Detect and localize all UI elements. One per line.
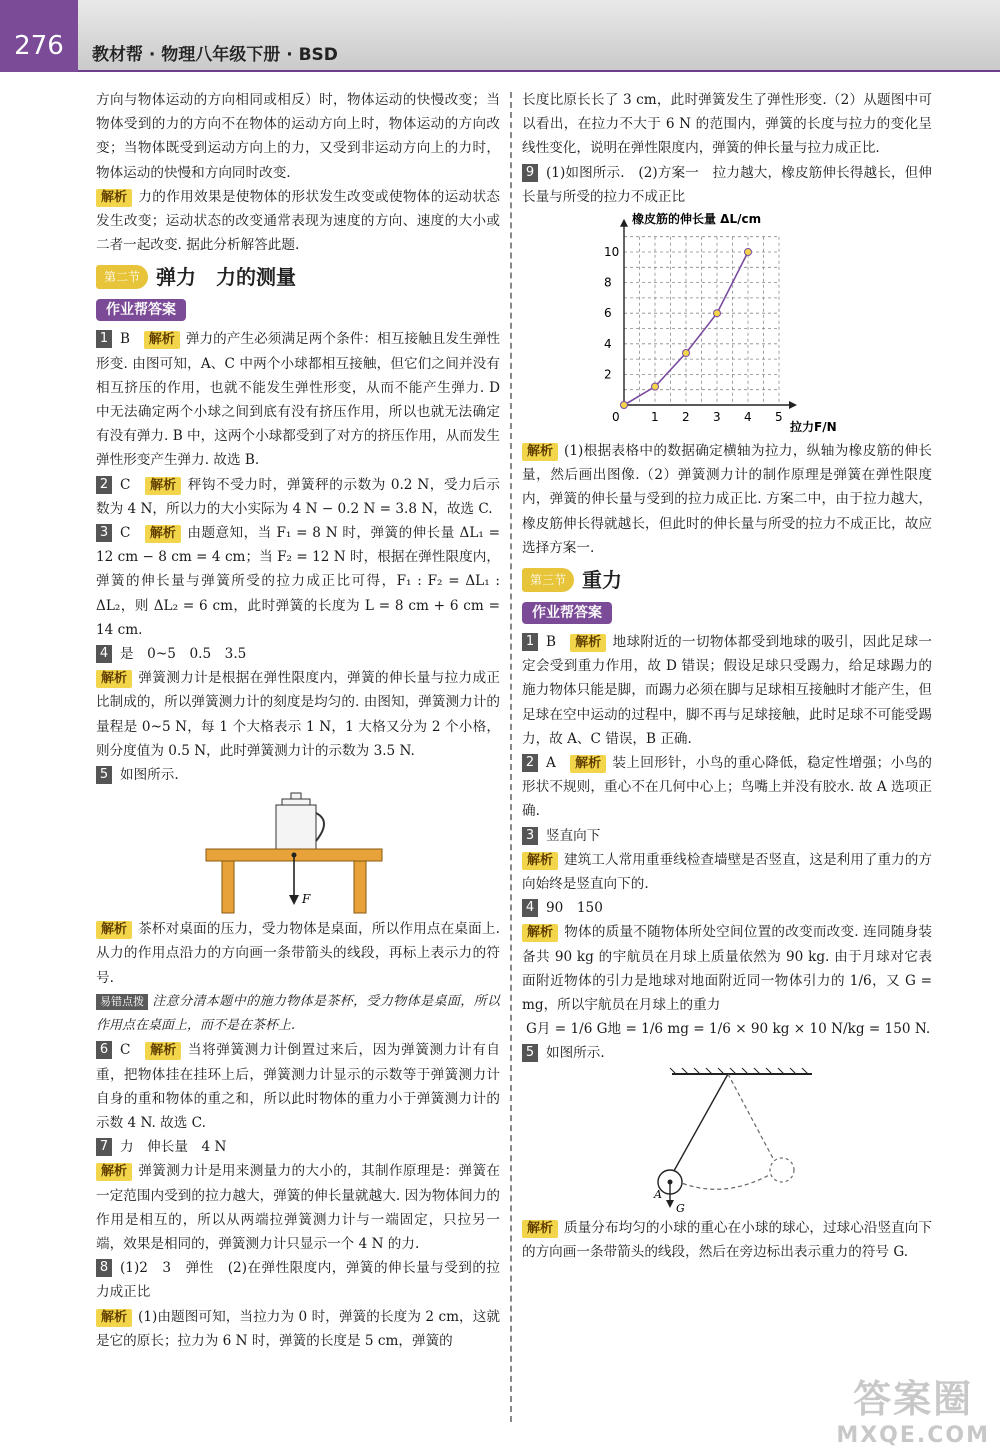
answers-label: 作业帮答案 [522, 602, 612, 624]
question-9: 9 (1)如图所示. (2)方案一 拉力越大，橡皮筋伸长得越长，但伸长量与所受的拉力不成正比 [522, 164, 932, 205]
point-a-label: A [654, 1187, 662, 1201]
section-elasticity [96, 263, 500, 291]
question-4: 4 是 0~5 0.5 3.5 [96, 642, 500, 666]
question-1: 1 B 解析 弹力的产生必须满足两个条件：相互接触且发生弹性形变. 由图可知，A、C 中两个小球都相互接触，但它们之间并没有相互挤压的作用，也就不能发生弹性形变，从而不能产生弹力. D 中无法确定两个小球之间到底有没有挤压作用，所以也就无法确定有没有弹力. B 中，这两个小球都受到了对方的挤压作用，从而发生弹性形变产生弹力. 故选 B. [96, 331, 501, 469]
intro-analysis: 解析 力的作用效果是使物体的形状发生改变或使物体的运动状态发生改变；运动状态的改变通常表现为速度的方向、速度的大小或二者一起改变. 据此分析解答此题. [96, 188, 500, 254]
section-badge: 第二节 [96, 265, 148, 289]
data-point [652, 383, 659, 390]
question-7-analysis: 解析 弹簧测力计是用来测量力的大小的，其制作原理是：弹簧在一定范围内受到的拉力越大，弹簧的伸长量就越大. 因为物体间力的作用是相互的，所以从两端拉弹簧测力计与一端固定，只拉另一端，效果是相同的，弹簧测力计只显示一个 4 N 的力. [96, 1163, 500, 1252]
gravity-question-5-analysis: 解析 质量分布均匀的小球的重心在小球的球心，过球心沿竖直向下的方向画一条带箭头的线段，然后在旁边标出表示重力的符号 G. [522, 1219, 932, 1260]
question-5-note: 易错点拨 注意分清本题中的施力物体是茶杯，受力物体是桌面，所以作用点在桌面上，而不是在茶杯上. [96, 993, 500, 1034]
header-rule [78, 70, 1000, 72]
gravity-question-1: 1 B 解析 地球附近的一切物体都受到地球的吸引，因此足球一定会受到重力作用，故 D 错误；假设足球只受踢力，给足球踢力的施力物体只能是脚，而踢力必须在脚与足球相互接触时才能产生，但足球在空中运动的过程中，脚不再与足球接触，此时足球不可能受踢力，故 A、C 错误，B 正确. [522, 634, 933, 747]
section-gravity [522, 566, 932, 594]
string-dashed [728, 1074, 776, 1164]
swing-path [670, 1170, 778, 1189]
gravity-label: G [676, 1201, 685, 1215]
pendulum-figure [522, 1066, 932, 1216]
string [670, 1074, 728, 1178]
table-cup-figure [96, 787, 500, 917]
question-8-analysis: 解析 (1)由题图可知，当拉力为 0 时，弹簧的长度为 2 cm，这就是它的原长；拉力为 6 N 时，弹簧的长度是 5 cm，弹簧的 [96, 1308, 500, 1349]
data-point [683, 349, 690, 356]
y-tick-label: 10 [604, 245, 620, 260]
gravity-question-5: 5 如图所示. [522, 1041, 932, 1065]
section-title: 弹力 力的测量 [156, 265, 297, 290]
data-point [745, 249, 752, 256]
question-2: 2 C 解析 秤钩不受力时，弹簧秤的示数为 0.2 N，受力后示数为 4 N，所以力的大小实际为 4 N − 0.2 N = 3.8 N，故选 C. [96, 476, 501, 517]
analysis-tag: 解析 [96, 189, 132, 207]
stretch-chart [522, 209, 932, 439]
question-5: 5 如图所示. [96, 763, 500, 787]
intro-text: 方向与物体运动的方向相同或相反）时，物体运动的快慢改变；当物体受到的力的方向不在物体的运动方向上时，物体运动的方向改变；当物体既受到运动方向上的力，又受到非运动方向上的力时，物体运动的快慢和方向同时改变. [96, 92, 500, 181]
section-title: 重力 [582, 567, 623, 592]
x-axis-arrow [789, 401, 797, 409]
question-8-continued: 长度比原长长了 3 cm，此时弹簧发生了弹性形变.（2）从题图中可以看出，在拉力不大于 6 N 的范围内，弹簧的长度与拉力的变化呈线性变化，说明在弹性限度内，弹簧的伸长量与拉力成正比. [522, 92, 932, 157]
left-column [96, 88, 500, 1353]
watermark: 答案圈 MXQE.COM [836, 1377, 990, 1448]
answers-label: 作业帮答案 [96, 299, 186, 321]
chart-axes [620, 219, 797, 409]
gravity-question-3: 3 竖直向下 [522, 824, 932, 848]
x-tick-label: 0 [612, 410, 620, 425]
chart-ylabel: 橡皮筋的伸长量 ΔL/cm [632, 212, 762, 227]
right-column [522, 88, 932, 1264]
x-tick-label: 4 [744, 410, 752, 425]
data-point [714, 310, 721, 317]
gravity-arrowhead [666, 1200, 674, 1208]
y-tick-label: 8 [604, 275, 612, 290]
ceiling [670, 1068, 812, 1074]
y-tick-label: 6 [604, 306, 612, 321]
column-divider [510, 92, 512, 1422]
question-5-analysis: 解析 茶杯对桌面的压力，受力物体是桌面，所以作用点在桌面上. 从力的作用点沿力的方向画一条带箭头的线段，再标上表示力的符号. [96, 921, 500, 986]
question-3: 3 C 解析 由题意知，当 F₁ = 8 N 时，弹簧的伸长量 ΔL₁ = 12 cm − 8 cm = 4 cm；当 F₂ = 12 N 时，根据在弹性限度内，弹簧的伸长量与弹簧所受的拉力成正比可得，F₁ : F₂ = ΔL₁ : ΔL₂，则 ΔL₂ = 6 cm，此时弹簧的长度为 L = 8 cm + 6 cm = 14 cm. [96, 525, 501, 638]
x-tick-label: 1 [651, 410, 659, 425]
y-tick-label: 4 [604, 336, 612, 351]
gravity-question-2: 2 A 解析 装上回形针，小鸟的重心降低，稳定性增强；小鸟的形状不规则，重心不在几何中心上；鸟嘴上并没有胶水. 故 A 选项正确. [522, 755, 933, 820]
chart-ticks [604, 245, 783, 424]
gravity-question-4-analysis: 解析 物体的质量不随物体所处空间位置的改变而改变. 连同随身装备共 90 kg 的宇航员在月球上质量依然为 90 kg. 由于月球对它表面附近物体的引力是地球对地面附近同一物体引力的 1/6，又 G = mg，所以宇航员在月球上的重力 [522, 924, 933, 1014]
page-number: 276 [0, 0, 78, 72]
cup [276, 793, 324, 849]
question-4-analysis: 解析 弹簧测力计是根据在弹性限度内，弹簧的伸长量与拉力成正比制成的，所以弹簧测力计的刻度是均匀的. 由图知，弹簧测力计的量程是 0~5 N，每 1 个大格表示 1 N，1 大格又分为 2 个小格，则分度值为 0.5 N，此时弹簧测力计的示数为 3.5 N. [96, 670, 500, 759]
x-tick-label: 3 [713, 410, 721, 425]
y-axis-arrow [620, 219, 628, 227]
chart-grid [624, 237, 779, 405]
gravity-question-3-analysis: 解析 建筑工人常用重垂线检查墙壁是否竖直，这是利用了重力的方向始终是竖直向下的. [522, 851, 932, 893]
x-tick-label: 2 [682, 410, 690, 425]
question-7: 7 力 伸长量 4 N [96, 1135, 500, 1159]
force-label: F [302, 892, 311, 907]
chart-xlabel: 拉力F/N [790, 420, 837, 435]
x-tick-label: 5 [775, 410, 783, 425]
data-point [621, 402, 628, 409]
section-badge: 第三节 [522, 568, 574, 592]
ball-dashed [770, 1158, 794, 1182]
axis-lines [624, 223, 793, 405]
gravity-question-4: 4 90 150 [522, 896, 932, 920]
y-tick-label: 2 [604, 367, 612, 382]
gravity-formula: G月 = 1/6 G地 = 1/6 mg = 1/6 × 90 kg × 10 N/kg = 150 N. [526, 1021, 931, 1038]
question-8: 8 (1)2 3 弹性 (2)在弹性限度内，弹簧的伸长量与受到的拉力成正比 [96, 1260, 500, 1301]
question-9-analysis: 解析 (1)根据表格中的数据确定横轴为拉力，纵轴为橡皮筋的伸长量，然后画出图像.（2）弹簧测力计的制作原理是弹簧在弹性限度内，弹簧的伸长量与受到的拉力成正比. 方案二中，由于拉力越大，橡皮筋伸长得就越长，但此时的伸长量与所受的拉力不成正比，故应选择方案一. [522, 443, 932, 556]
book-title: 教材帮 · 物理八年级下册 · BSD [92, 45, 338, 65]
question-6: 6 C 解析 当将弹簧测力计倒置过来后，因为弹簧测力计有自重，把物体挂在挂环上后，弹簧测力计显示的示数等于弹簧测力计自身的重和物体的重之和，所以此时物体的重力小于弹簧测力计的示数 4 N. 故选 C. [96, 1042, 501, 1131]
